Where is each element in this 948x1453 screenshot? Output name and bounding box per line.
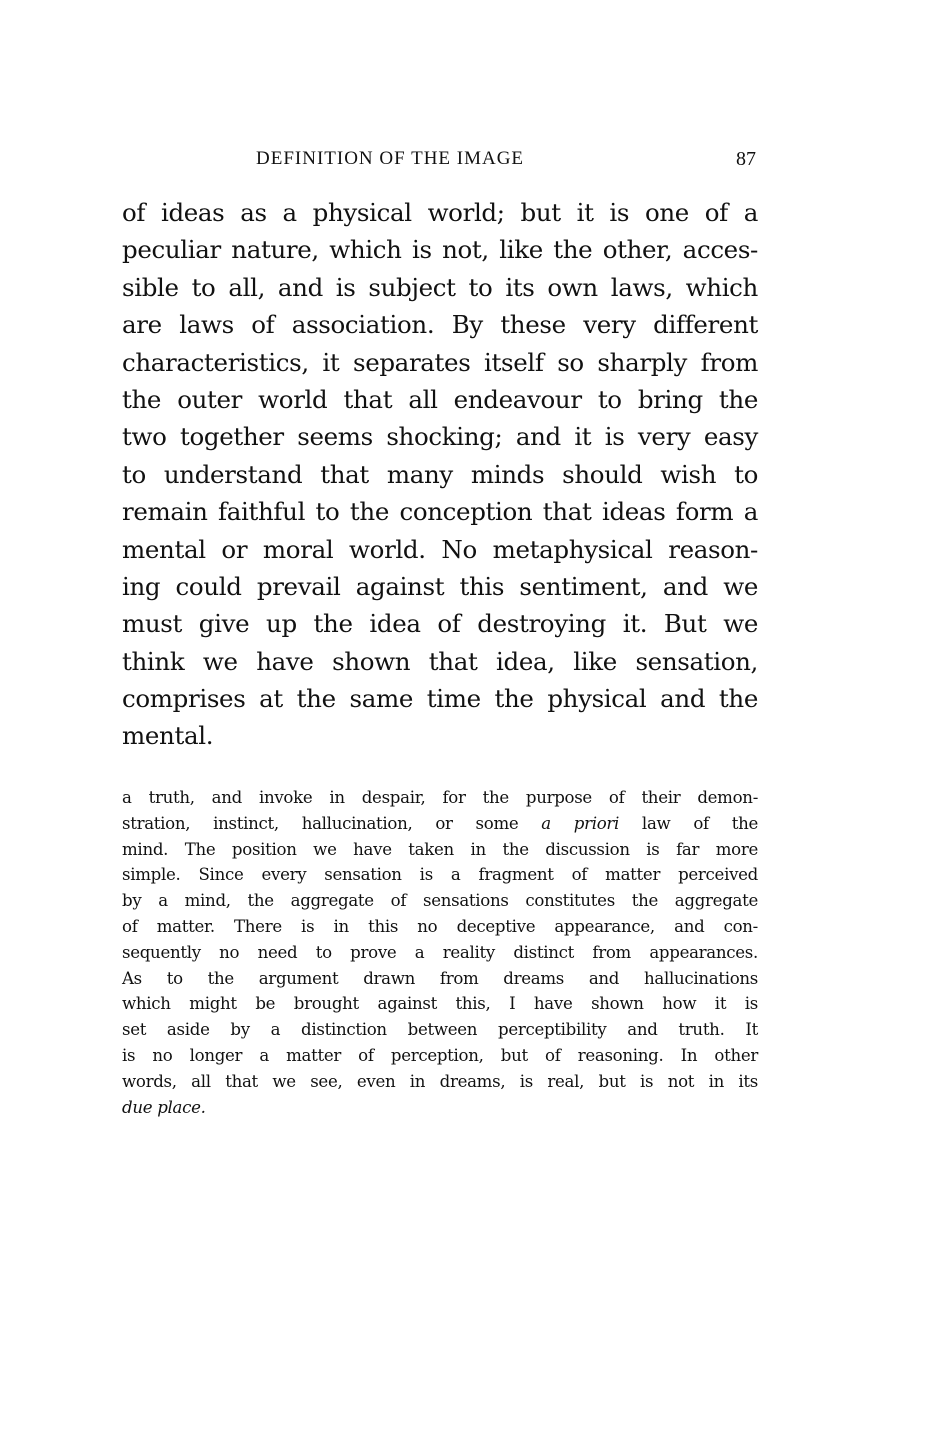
footnote-text: law of the bbox=[619, 813, 758, 833]
body-line: characteristics, it separates itself so sharply from bbox=[122, 347, 758, 377]
footnote-line: sequently no need to prove a reality distinct from appearances. bbox=[122, 942, 758, 962]
page-number: 87 bbox=[736, 148, 756, 170]
body-line: think we have shown that idea, like sensation, bbox=[122, 646, 758, 676]
footnote-line: As to the argument drawn from dreams and hallucinations bbox=[122, 968, 758, 988]
footnote bbox=[122, 785, 758, 1120]
body-line: are laws of association. By these very different bbox=[122, 310, 758, 340]
running-title: DEFINITION OF THE IMAGE bbox=[256, 148, 525, 169]
body-line: mental or moral world. No metaphysical reason- bbox=[122, 534, 758, 564]
footnote-line bbox=[122, 811, 758, 837]
body-paragraph bbox=[122, 194, 758, 755]
body-line: remain faithful to the conception that ideas form a bbox=[122, 497, 758, 527]
footnote-line: of matter. There is in this no deceptive appearance, and con- bbox=[122, 916, 758, 936]
body-line: ing could prevail against this sentiment, and we bbox=[122, 571, 758, 601]
footnote-line: mind. The position we have taken in the discussion is far more bbox=[122, 839, 758, 859]
body-line: to understand that many minds should wish to bbox=[122, 459, 758, 489]
footnote-line: simple. Since every sensation is a fragment of matter perceived bbox=[122, 865, 758, 885]
footnote-italic-text: a priori bbox=[541, 813, 620, 833]
body-line: must give up the idea of destroying it. But we bbox=[122, 609, 758, 639]
footnote-line: set aside by a distinction between perceptibility and truth. It bbox=[122, 1020, 758, 1040]
footnote-text: stration, instinct, hallucination, or some bbox=[122, 813, 542, 833]
footnote-line: a truth, and invoke in despair, for the purpose of their demon- bbox=[122, 788, 758, 807]
footnote-line: which might be brought against this, I have shown how it is bbox=[122, 994, 758, 1014]
footnote-line: due place. bbox=[122, 1097, 206, 1117]
body-line: two together seems shocking; and it is very easy bbox=[122, 422, 758, 452]
body-line: comprises at the same time the physical and the bbox=[122, 684, 758, 714]
footnote-line: is no longer a matter of perception, but of reasoning. In other bbox=[122, 1045, 758, 1065]
body-line: the outer world that all endeavour to bring the bbox=[122, 384, 758, 414]
body-line: peculiar nature, which is not, like the other, acces- bbox=[122, 235, 758, 265]
body-line: sible to all, and is subject to its own laws, which bbox=[122, 272, 758, 302]
footnote-line: by a mind, the aggregate of sensations constitutes the aggregate bbox=[122, 891, 758, 911]
footnote-line: words, all that we see, even in dreams, is real, but is not in its bbox=[122, 1071, 758, 1091]
body-line: mental. bbox=[122, 721, 214, 751]
body-line: of ideas as a physical world; but it is one of a bbox=[122, 198, 758, 227]
running-head bbox=[122, 148, 756, 178]
